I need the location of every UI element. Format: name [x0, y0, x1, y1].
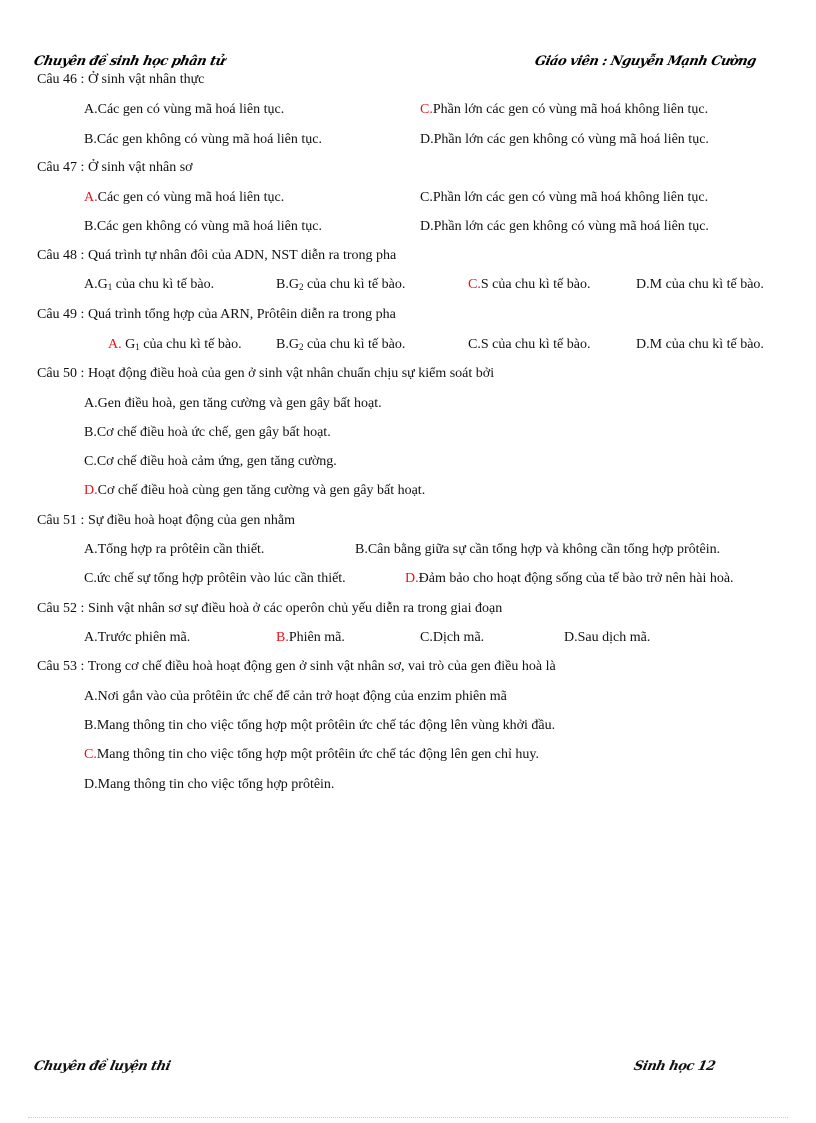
q50-option-a: A.Gen điều hoà, gen tăng cường và gen gây bất hoạt. — [84, 396, 382, 411]
question-52: Câu 52 : Sinh vật nhân sơ sự điều hoà ở các operôn chủ yếu diễn ra trong giai đoạn — [37, 601, 503, 616]
q49-option-d: D.M của chu kì tế bào. — [636, 337, 764, 352]
q52-option-d: D.Sau dịch mã. — [564, 630, 651, 645]
q48-option-d: D.M của chu kì tế bào. — [636, 277, 764, 292]
q47-option-b: B.Các gen không có vùng mã hoá liên tục. — [84, 219, 322, 234]
q47-option-a: A.Các gen có vùng mã hoá liên tục. — [84, 190, 285, 205]
q50-option-d: D.Cơ chế điều hoà cùng gen tăng cường và gen gây bất hoạt. — [84, 483, 426, 498]
q46-option-c: C.Phần lớn các gen có vùng mã hoá không liên tục. — [420, 102, 709, 117]
q53-option-a: A.Nơi gắn vào của prôtêin ức chế để cản trở hoạt động của enzim phiên mã — [84, 689, 507, 704]
question-51: Câu 51 : Sự điều hoà hoạt động của gen nhằm — [37, 513, 295, 528]
q49-option-b: $B.G_2$ của chu kì tế bào. — [276, 337, 406, 352]
question-49: Câu 49 : Quá trình tổng hợp của ARN, Prôtêin diễn ra trong pha — [37, 307, 396, 322]
q51-option-a: A.Tổng hợp ra prôtêin cần thiết. — [84, 542, 265, 557]
q52-option-b: B.Phiên mã. — [276, 630, 345, 645]
q47-option-c: C.Phần lớn các gen có vùng mã hoá không liên tục. — [420, 190, 709, 205]
q46-option-d: D.Phần lớn các gen không có vùng mã hoá liên tục. — [420, 132, 709, 147]
q46-option-b: B.Các gen không có vùng mã hoá liên tục. — [84, 132, 322, 147]
q49-option-c: C.S của chu kì tế bào. — [468, 337, 591, 352]
footer-right-subject: Sinh học 12 — [632, 1059, 717, 1074]
q53-option-d: D.Mang thông tin cho việc tổng hợp prôtêin. — [84, 777, 335, 792]
question-50: Câu 50 : Hoạt động điều hoà của gen ở sinh vật nhân chuẩn chịu sự kiểm soát bởi — [37, 366, 495, 381]
q46-option-a: A.Các gen có vùng mã hoá liên tục. — [84, 102, 285, 117]
footer-left-title: Chuyên đề luyện thi — [32, 1059, 172, 1074]
header-right-teacher: Giáo viên : Nguyễn Mạnh Cường — [533, 54, 758, 69]
q48-option-a: $A.G_1$ của chu kì tế bào. — [84, 277, 215, 292]
header-left-title: Chuyên đề sinh học phân tử — [32, 54, 227, 69]
question-48: Câu 48 : Quá trình tự nhân đôi của ADN, NST diễn ra trong pha — [37, 248, 397, 263]
q52-option-c: C.Dịch mã. — [420, 630, 485, 645]
question-46: Câu 46 : Ở sinh vật nhân thực — [37, 72, 205, 87]
q53-option-c: C.Mang thông tin cho việc tổng hợp một prôtêin ức chế tác động lên gen chỉ huy. — [84, 747, 539, 762]
q50-option-b: B.Cơ chế điều hoà ức chế, gen gây bất hoạt. — [84, 425, 331, 440]
q49-option-a: A. $G_1$ của chu kì tế bào. — [108, 337, 242, 352]
q51-option-d: D.Đảm bảo cho hoạt động sống của tế bào trở nên hài hoà. — [405, 571, 734, 586]
q47-option-d: D.Phần lớn các gen không có vùng mã hoá liên tục. — [420, 219, 709, 234]
question-47: Câu 47 : Ở sinh vật nhân sơ — [37, 160, 193, 175]
q53-option-b: B.Mang thông tin cho việc tổng hợp một prôtêin ức chế tác động lên vùng khởi đầu. — [84, 718, 556, 733]
q52-option-a: A.Trước phiên mã. — [84, 630, 191, 645]
q48-option-c: C.S của chu kì tế bào. — [468, 277, 591, 292]
q51-option-c: C.ức chế sự tổng hợp prôtêin vào lúc cần thiết. — [84, 571, 346, 586]
q48-option-b: $B.G_2$ của chu kì tế bào. — [276, 277, 406, 292]
page-bottom-divider — [28, 1117, 788, 1118]
q50-option-c: C.Cơ chế điều hoà cảm ứng, gen tăng cường. — [84, 454, 337, 469]
question-53: Câu 53 : Trong cơ chế điều hoà hoạt động gen ở sinh vật nhân sơ, vai trò của gen điều hoà là — [37, 659, 556, 674]
q51-option-b: B.Cân bằng giữa sự cần tổng hợp và không cần tổng hợp prôtêin. — [355, 542, 721, 557]
